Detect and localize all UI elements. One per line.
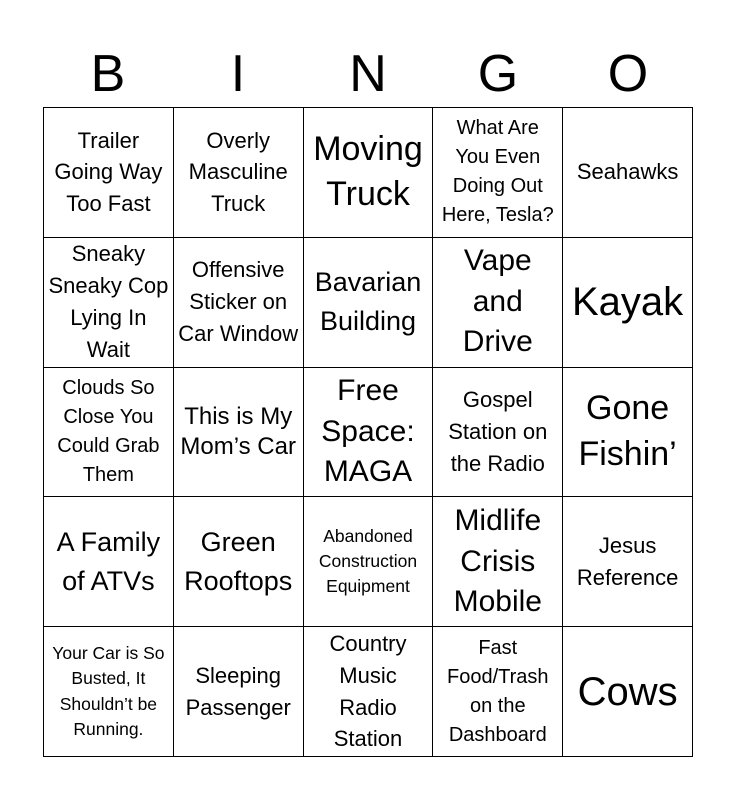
bingo-cell[interactable]: Your Car is So Busted, It Shouldn’t be Running. — [44, 627, 174, 757]
bingo-cell[interactable]: Clouds So Close You Could Grab Them — [44, 368, 174, 498]
bingo-cell[interactable]: Offensive Sticker on Car Window — [174, 238, 304, 368]
bingo-cell[interactable]: Overly Masculine Truck — [174, 108, 304, 238]
bingo-cell[interactable]: Abandoned Construction Equipment — [304, 497, 434, 627]
header-letter-b: B — [90, 45, 126, 103]
bingo-cell-free-space[interactable]: Free Space: MAGA — [304, 368, 434, 498]
bingo-cell[interactable]: Gospel Station on the Radio — [433, 368, 563, 498]
bingo-cell[interactable]: A Family of ATVs — [44, 497, 174, 627]
header-letter-o: O — [607, 45, 649, 103]
bingo-cell[interactable]: Kayak — [563, 238, 693, 368]
bingo-cell[interactable]: Moving Truck — [304, 108, 434, 238]
bingo-cell[interactable]: Jesus Reference — [563, 497, 693, 627]
bingo-cell[interactable]: Midlife Crisis Mobile — [433, 497, 563, 627]
header-letter-g: G — [477, 45, 519, 103]
bingo-header — [43, 40, 693, 108]
bingo-cell[interactable]: This is My Mom’s Car — [174, 368, 304, 498]
bingo-cell[interactable]: Green Rooftops — [174, 497, 304, 627]
bingo-cell[interactable]: Country Music Radio Station — [304, 627, 434, 757]
bingo-cell[interactable]: Sleeping Passenger — [174, 627, 304, 757]
bingo-cell[interactable]: Vape and Drive — [433, 238, 563, 368]
header-letter-i: I — [230, 45, 246, 103]
bingo-cell[interactable]: Gone Fishin’ — [563, 368, 693, 498]
bingo-cell[interactable]: Sneaky Sneaky Cop Lying In Wait — [44, 238, 174, 368]
bingo-cell[interactable]: Fast Food/Trash on the Dashboard — [433, 627, 563, 757]
bingo-cell[interactable]: Bavarian Building — [304, 238, 434, 368]
bingo-cell[interactable]: Seahawks — [563, 108, 693, 238]
bingo-cell[interactable]: Cows — [563, 627, 693, 757]
bingo-cell[interactable]: What Are You Even Doing Out Here, Tesla? — [433, 108, 563, 238]
bingo-cell[interactable]: Trailer Going Way Too Fast — [44, 108, 174, 238]
bingo-grid — [43, 107, 693, 757]
header-letter-n: N — [349, 45, 387, 103]
